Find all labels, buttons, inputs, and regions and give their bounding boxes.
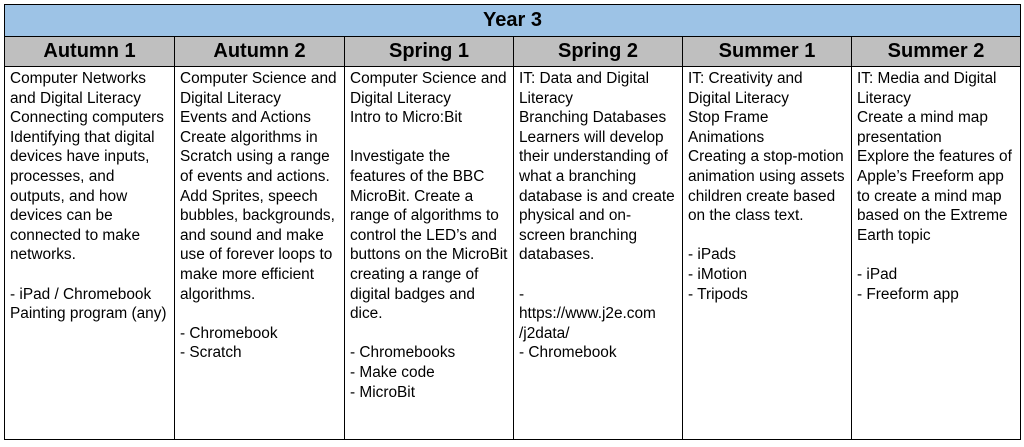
cell-line: https://www.j2e.com /j2data/ bbox=[519, 305, 656, 342]
cell-line: IT: Data and Digital Literacy bbox=[519, 70, 650, 107]
cell-line: - iPads bbox=[688, 246, 736, 264]
cell-summer-2 bbox=[852, 67, 1021, 440]
cell-line: - iPad bbox=[857, 265, 898, 283]
cell-line: IT: Creativity and Digital Literacy bbox=[688, 70, 803, 107]
cell-line: Stop Frame Animations bbox=[688, 109, 769, 146]
term-header-summer-2: Summer 2 bbox=[852, 37, 1021, 67]
cell-line bbox=[350, 324, 508, 344]
cell-line: - MicroBit bbox=[350, 383, 415, 401]
cell-line: Intro to Micro:Bit bbox=[350, 109, 463, 127]
cell-line: - Freeform app bbox=[857, 285, 959, 303]
cell-line: Identifying that digital devices have inputs, processes, and outputs, and how devices can be connected to make networks. bbox=[10, 128, 155, 264]
cell-line: - Scratch bbox=[180, 344, 242, 362]
term-header-spring-1: Spring 1 bbox=[345, 37, 514, 67]
content-row bbox=[5, 67, 1021, 440]
cell-line: Computer Networks and Digital Literacy bbox=[10, 70, 146, 107]
cell-line: - bbox=[519, 285, 525, 303]
cell-line bbox=[180, 304, 339, 324]
cell-line bbox=[350, 128, 508, 148]
curriculum-table bbox=[4, 4, 1021, 440]
cell-line: Creating a stop-motion animation using assets children create based on the class text. bbox=[688, 148, 845, 225]
cell-line: Create algorithms in Scratch using a range of events and actions. Add Sprites, speech bubbles, backgrounds, and sound and make use of forever loops to make more efficient algorithms. bbox=[180, 128, 335, 303]
term-header-autumn-2: Autumn 2 bbox=[175, 37, 345, 67]
cell-line: IT: Media and Digital Literacy bbox=[857, 70, 997, 107]
cell-line: Branching Databases bbox=[519, 109, 667, 127]
year-title: Year 3 bbox=[5, 5, 1021, 37]
term-header-autumn-1: Autumn 1 bbox=[5, 37, 175, 67]
cell-line: Events and Actions bbox=[180, 109, 311, 127]
cell-spring-1 bbox=[345, 67, 514, 440]
cell-line: - Make code bbox=[350, 363, 435, 381]
curriculum-table-container bbox=[4, 4, 1020, 444]
cell-summer-1 bbox=[683, 67, 852, 440]
cell-line: - iMotion bbox=[688, 265, 748, 283]
cell-autumn-2 bbox=[175, 67, 345, 440]
cell-autumn-1 bbox=[5, 67, 175, 440]
cell-line: - Chromebooks bbox=[350, 344, 456, 362]
cell-line: Connecting computers bbox=[10, 109, 164, 127]
cell-line: Computer Science and Digital Literacy bbox=[350, 70, 507, 107]
cell-line bbox=[688, 226, 846, 246]
cell-line: - iPad / Chromebook bbox=[10, 285, 152, 303]
cell-line: - Tripods bbox=[688, 285, 748, 303]
cell-line: Painting program (any) bbox=[10, 305, 167, 323]
cell-line: Create a mind map presentation bbox=[857, 109, 988, 146]
cell-line bbox=[10, 265, 169, 285]
term-header-summer-1: Summer 1 bbox=[683, 37, 852, 67]
cell-spring-2 bbox=[514, 67, 683, 440]
cell-line bbox=[857, 245, 1015, 265]
term-header-row bbox=[5, 37, 1021, 67]
term-header-spring-2: Spring 2 bbox=[514, 37, 683, 67]
cell-line: - Chromebook bbox=[519, 344, 617, 362]
cell-line: Investigate the features of the BBC MicroBit. Create a range of algorithms to control the LED’s and buttons on the MicroBit creating a range of digital badges and dice. bbox=[350, 148, 508, 323]
cell-line: Computer Science and Digital Literacy bbox=[180, 70, 337, 107]
cell-line bbox=[519, 265, 677, 285]
cell-line: - Chromebook bbox=[180, 324, 278, 342]
cell-line: Learners will develop their understanding of what a branching database is and create physical and on-screen branching databases. bbox=[519, 128, 675, 264]
cell-line: Explore the features of Apple’s Freeform app to create a mind map based on the Extreme Earth topic bbox=[857, 148, 1012, 244]
year-header-row bbox=[5, 5, 1021, 37]
